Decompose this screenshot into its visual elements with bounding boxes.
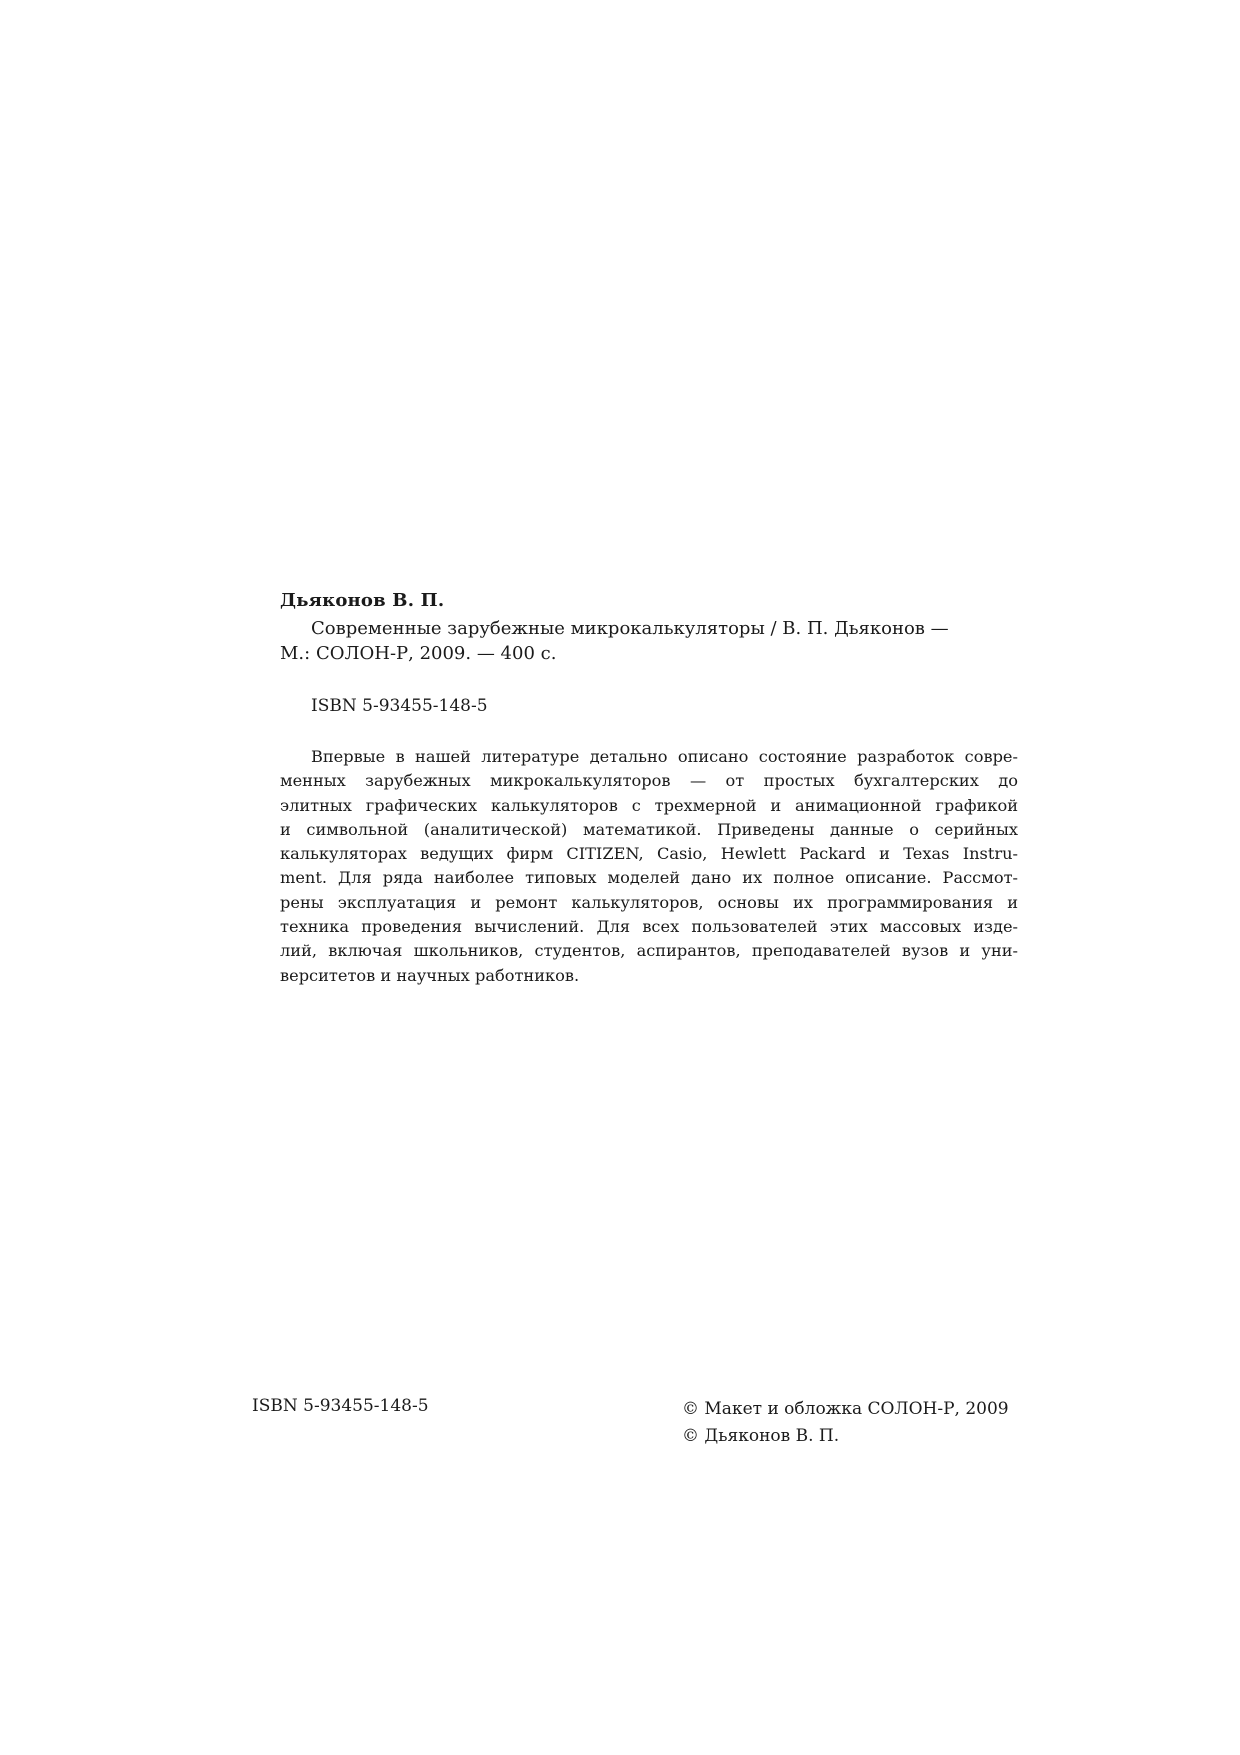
isbn-bottom: ISBN 5-93455-148-5	[252, 1396, 429, 1416]
bibliographic-publisher-line: М.: СОЛОН-Р, 2009. — 400 с.	[280, 643, 557, 664]
abstract-line: менных зарубежных микрокалькуляторов — от простых бухгалтерских до	[280, 771, 1018, 791]
copyright-publisher: © Макет и обложка СОЛОН-Р, 2009	[682, 1399, 1009, 1419]
abstract-line: верситетов и научных работников.	[280, 965, 580, 985]
abstract-line: рены эксплуатация и ремонт калькуляторов, основы их программирования и	[280, 892, 1018, 912]
copyright-author: © Дьяконов В. П.	[682, 1426, 840, 1446]
abstract-line: Впервые в нашей литературе детально описано состояние разработок совре-	[311, 747, 1018, 766]
abstract-line: техника проведения вычислений. Для всех пользователей этих массовых изде-	[280, 917, 1018, 937]
bibliographic-title-line: Современные зарубежные микрокалькуляторы / В. П. Дьяконов —	[311, 618, 949, 639]
author-heading: Дьяконов В. П.	[280, 590, 445, 611]
abstract-line: ment. Для ряда наиболее типовых моделей дано их полное описание. Рассмот-	[280, 868, 1018, 888]
isbn-top: ISBN 5-93455-148-5	[311, 696, 488, 716]
abstract-line: лий, включая школьников, студентов, аспирантов, преподавателей вузов и уни-	[280, 941, 1018, 961]
abstract-paragraph	[280, 745, 1018, 988]
abstract-line: калькуляторах ведущих фирм CITIZEN, Casio, Hewlett Packard и Texas Instru-	[280, 844, 1018, 864]
abstract-line: и символьной (аналитической) математикой. Приведены данные о серийных	[280, 819, 1018, 839]
copyright-block	[682, 1396, 1009, 1450]
abstract-line: элитных графических калькуляторов с трехмерной и анимационной графикой	[280, 795, 1018, 815]
